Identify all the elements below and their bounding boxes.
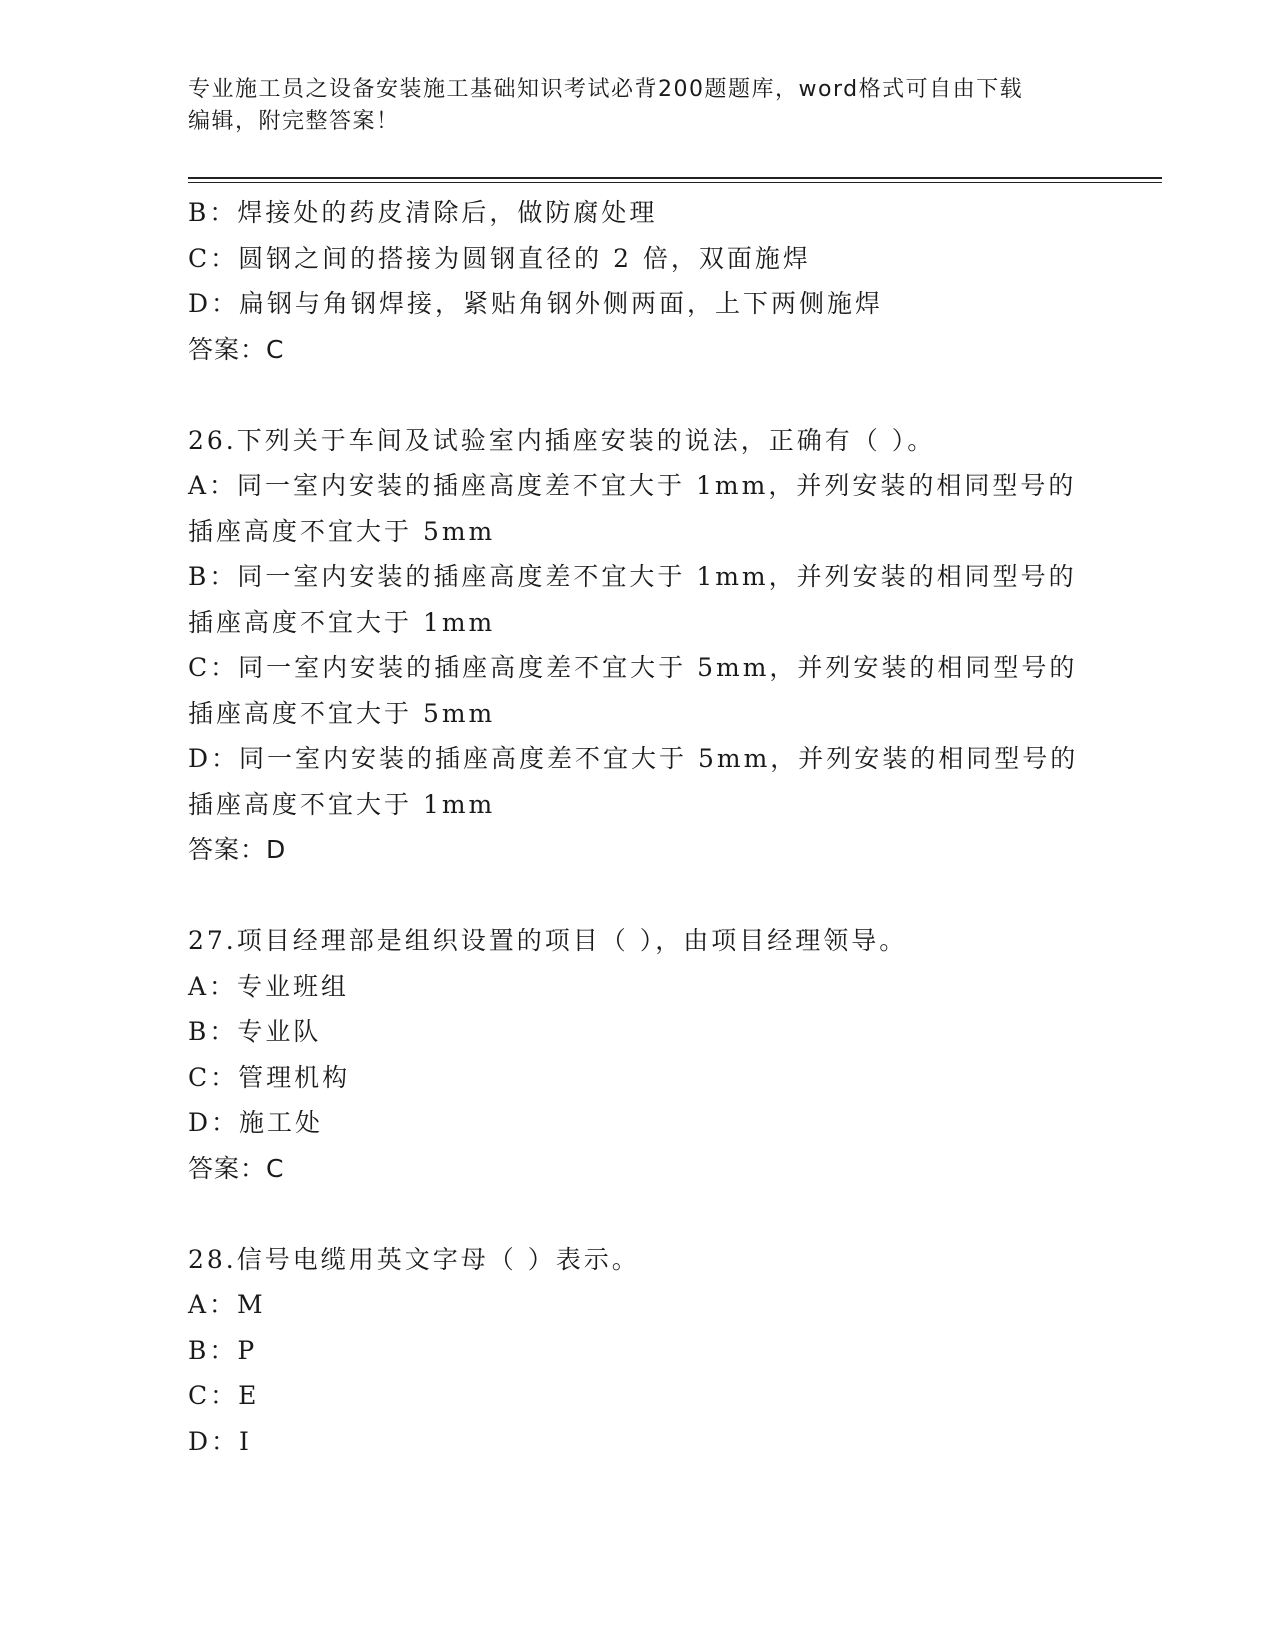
question-text: 28.信号电缆用英文字母（ ）表示。 (188, 1244, 640, 1274)
question-25-tail (188, 190, 1088, 372)
option-a: A：专业班组 (188, 971, 350, 1001)
option-d: D：I (188, 1426, 252, 1456)
option-a: A：同一室内安装的插座高度差不宜大于 1mm，并列安装的相同型号的 (188, 471, 1077, 500)
answer: 答案：C (188, 1153, 285, 1183)
spacer (188, 873, 1088, 919)
header-divider-thin (188, 182, 1162, 183)
question-26 (188, 418, 1088, 873)
question-text: 26.下列关于车间及试验室内插座安装的说法，正确有（ ）。 (188, 425, 936, 455)
option-a-continued: 插座高度不宜大于 5mm (188, 516, 496, 546)
document-header (188, 74, 1088, 138)
option-b-continued: 插座高度不宜大于 1mm (188, 607, 496, 637)
answer: 答案：D (188, 835, 287, 864)
question-text: 27.项目经理部是组织设置的项目（ ），由项目经理领导。 (188, 926, 908, 955)
header-title-line-2: 编辑，附完整答案！ (188, 109, 400, 134)
option-b: B：同一室内安装的插座高度差不宜大于 1mm，并列安装的相同型号的 (188, 562, 1077, 591)
option-a: A：M (188, 1290, 266, 1319)
header-title-line-1: 专业施工员之设备安装施工基础知识考试必背200题题库，word格式可自由下载 (188, 77, 1024, 102)
header-divider-thick (188, 177, 1162, 179)
question-28 (188, 1237, 1088, 1465)
spacer (188, 372, 1088, 418)
document-body (188, 190, 1088, 1464)
option-c: C：圆钢之间的搭接为圆钢直径的 2 倍，双面施焊 (188, 243, 811, 273)
option-d: D：施工处 (188, 1108, 324, 1137)
option-c: C：E (188, 1381, 260, 1410)
spacer (188, 1191, 1088, 1237)
option-c-continued: 插座高度不宜大于 5mm (188, 698, 496, 728)
question-27 (188, 918, 1088, 1191)
option-b: B：P (188, 1335, 258, 1365)
option-b: B：焊接处的药皮清除后，做防腐处理 (188, 198, 658, 227)
option-d: D：扁钢与角钢焊接，紧贴角钢外侧两面，上下两侧施焊 (188, 289, 884, 318)
option-b: B：专业队 (188, 1017, 322, 1046)
option-d-continued: 插座高度不宜大于 1mm (188, 789, 496, 819)
answer: 答案：C (188, 334, 285, 364)
option-d: D：同一室内安装的插座高度差不宜大于 5mm，并列安装的相同型号的 (188, 744, 1079, 773)
option-c: C：管理机构 (188, 1062, 351, 1092)
option-c: C：同一室内安装的插座高度差不宜大于 5mm，并列安装的相同型号的 (188, 653, 1078, 682)
